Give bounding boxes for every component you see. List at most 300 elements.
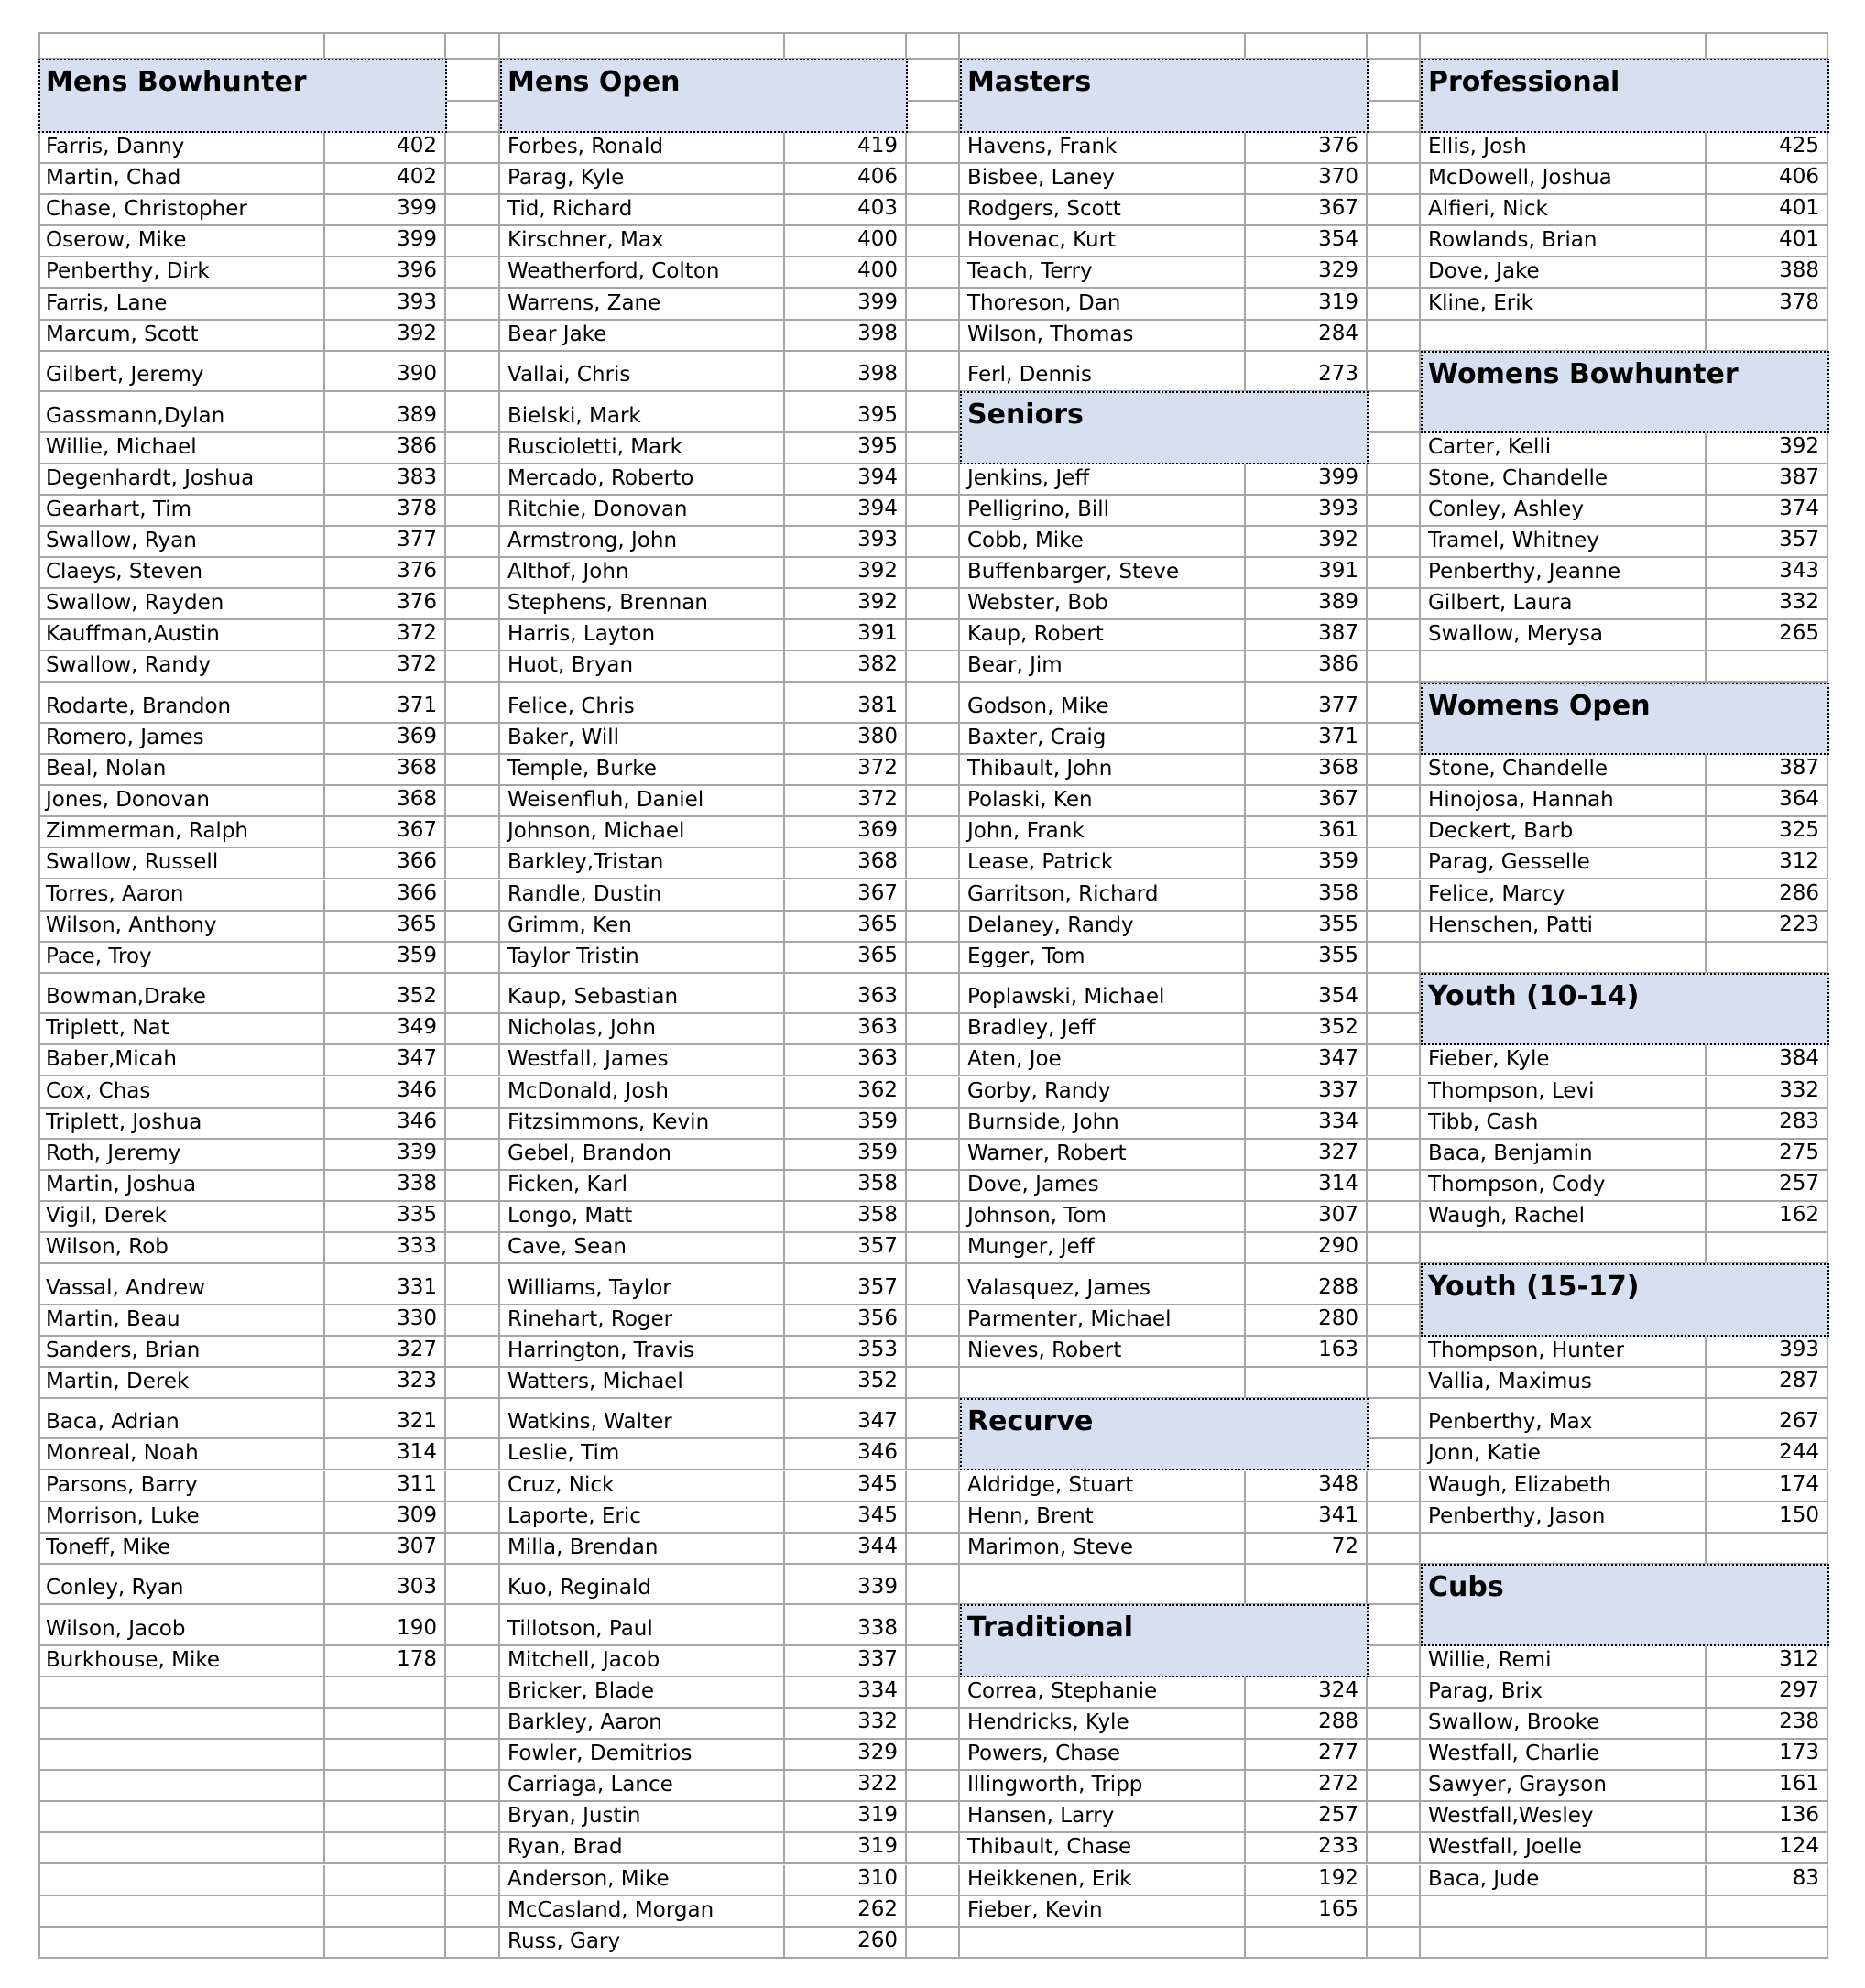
archer-score[interactable]: 419 [785,133,907,164]
spacer-cell[interactable] [446,1305,500,1337]
archer-name[interactable]: Triplett, Joshua [38,1109,325,1140]
spacer-cell[interactable] [446,1502,500,1534]
archer-name[interactable]: Barkley, Aaron [500,1709,785,1740]
archer-name[interactable]: Oserow, Mike [38,226,325,257]
archer-name[interactable]: Romero, James [38,724,325,755]
spacer-cell[interactable] [907,1368,960,1399]
archer-score[interactable]: 319 [785,1833,907,1864]
spacer-cell[interactable] [446,1439,500,1470]
archer-name[interactable]: Grimm, Ken [500,912,785,943]
archer-name[interactable]: Powers, Chase [960,1740,1246,1771]
archer-name[interactable]: Carriaga, Lance [500,1771,785,1802]
empty-cell[interactable] [1421,1534,1707,1565]
spacer-cell[interactable] [446,1865,500,1896]
archer-name[interactable]: Waugh, Rachel [1421,1202,1707,1233]
archer-score[interactable]: 174 [1707,1471,1828,1502]
blank-cell[interactable] [1246,32,1368,60]
spacer-cell[interactable] [446,1264,500,1305]
archer-name[interactable]: Vigil, Derek [38,1202,325,1233]
archer-name[interactable]: Mitchell, Jacob [500,1646,785,1677]
archer-name[interactable]: Fitzsimmons, Kevin [500,1109,785,1140]
archer-name[interactable]: Conley, Ryan [38,1565,325,1606]
archer-score[interactable]: 339 [785,1565,907,1606]
blank-cell[interactable] [38,32,325,60]
archer-score[interactable]: 347 [1246,1045,1368,1076]
blank-cell[interactable] [1421,32,1707,60]
archer-score[interactable]: 369 [325,724,446,755]
spacer-cell[interactable] [1368,164,1421,195]
archer-name[interactable]: Jonn, Katie [1421,1439,1707,1470]
archer-score[interactable]: 398 [785,321,907,352]
archer-score[interactable]: 392 [785,558,907,589]
spacer-cell[interactable] [907,464,960,496]
archer-name[interactable]: Burkhouse, Mike [38,1646,325,1677]
empty-cell[interactable] [1246,1368,1368,1399]
archer-score[interactable]: 347 [785,1399,907,1440]
spacer-cell[interactable] [907,1471,960,1502]
archer-score[interactable]: 265 [1707,620,1828,651]
archer-name[interactable]: Stone, Chandelle [1421,755,1707,786]
empty-cell[interactable] [38,1802,325,1833]
archer-score[interactable]: 393 [1707,1337,1828,1368]
empty-cell[interactable] [960,1565,1246,1606]
spacer-cell[interactable] [446,352,500,393]
archer-score[interactable]: 401 [1707,226,1828,257]
archer-name[interactable]: Johnson, Michael [500,817,785,848]
archer-name[interactable]: Harris, Layton [500,620,785,651]
archer-name[interactable]: Pace, Troy [38,943,325,974]
archer-score[interactable]: 192 [1246,1865,1368,1896]
archer-name[interactable]: Buffenbarger, Steve [960,558,1246,589]
archer-score[interactable]: 287 [1707,1368,1828,1399]
spacer-cell[interactable] [907,133,960,164]
spacer-cell[interactable] [446,195,500,226]
archer-score[interactable]: 346 [325,1109,446,1140]
archer-name[interactable]: Gearhart, Tim [38,496,325,527]
archer-score[interactable]: 297 [1707,1677,1828,1709]
archer-score[interactable]: 345 [785,1471,907,1502]
spacer-cell[interactable] [907,1605,960,1646]
spacer-cell[interactable] [907,1109,960,1140]
archer-name[interactable]: Williams, Taylor [500,1264,785,1305]
archer-score[interactable]: 333 [325,1233,446,1264]
archer-score[interactable]: 330 [325,1305,446,1337]
spacer-cell[interactable] [446,527,500,558]
archer-name[interactable]: Kuo, Reginald [500,1565,785,1606]
archer-score[interactable]: 257 [1707,1171,1828,1202]
spacer-cell[interactable] [446,1565,500,1606]
spacer-cell[interactable] [1368,1399,1421,1440]
spacer-cell[interactable] [1368,1077,1421,1109]
spacer-cell[interactable] [446,1171,500,1202]
archer-score[interactable]: 327 [325,1337,446,1368]
archer-score[interactable]: 343 [1707,558,1828,589]
archer-score[interactable]: 387 [1707,464,1828,496]
archer-name[interactable]: Taylor Tristin [500,943,785,974]
archer-score[interactable]: 372 [325,651,446,683]
archer-name[interactable]: Tibb, Cash [1421,1109,1707,1140]
spacer-cell[interactable] [1368,527,1421,558]
empty-cell[interactable] [1421,1928,1707,1959]
archer-score[interactable]: 359 [785,1140,907,1171]
archer-score[interactable]: 364 [1707,786,1828,817]
archer-score[interactable]: 395 [785,392,907,433]
archer-name[interactable]: Fieber, Kevin [960,1896,1246,1928]
archer-name[interactable]: Rowlands, Brian [1421,226,1707,257]
spacer-cell[interactable] [446,257,500,289]
archer-name[interactable]: Thibault, Chase [960,1833,1246,1864]
spacer-cell[interactable] [1368,848,1421,879]
archer-name[interactable]: Russ, Gary [500,1928,785,1959]
spacer-cell[interactable] [1368,289,1421,321]
spacer-cell[interactable] [1368,1802,1421,1833]
archer-name[interactable]: Nieves, Robert [960,1337,1246,1368]
spacer-cell[interactable] [1368,226,1421,257]
archer-name[interactable]: Baca, Benjamin [1421,1140,1707,1171]
archer-score[interactable]: 319 [1246,289,1368,321]
spacer-cell[interactable] [907,352,960,393]
spacer-cell[interactable] [907,1771,960,1802]
spacer-cell[interactable] [446,1471,500,1502]
spacer-cell[interactable] [446,1140,500,1171]
archer-score[interactable]: 390 [325,352,446,393]
spacer-cell[interactable] [907,943,960,974]
archer-name[interactable]: Ryan, Brad [500,1833,785,1864]
spacer-cell[interactable] [907,786,960,817]
archer-score[interactable]: 406 [785,164,907,195]
archer-score[interactable]: 396 [325,257,446,289]
spacer-cell[interactable] [1368,464,1421,496]
spacer-cell[interactable] [1368,1439,1421,1470]
spacer-cell[interactable] [907,848,960,879]
archer-score[interactable]: 332 [1707,589,1828,620]
archer-score[interactable]: 367 [785,880,907,912]
archer-name[interactable]: Thompson, Hunter [1421,1337,1707,1368]
spacer-cell[interactable] [907,683,960,725]
archer-score[interactable]: 391 [1246,558,1368,589]
spacer-cell[interactable] [907,1534,960,1565]
archer-name[interactable]: Martin, Chad [38,164,325,195]
archer-score[interactable]: 372 [325,620,446,651]
spacer-cell[interactable] [907,1677,960,1709]
archer-name[interactable]: Aldridge, Stuart [960,1471,1246,1502]
archer-name[interactable]: Ferl, Dennis [960,352,1246,393]
archer-name[interactable]: Poplawski, Michael [960,974,1246,1015]
archer-score[interactable]: 394 [785,464,907,496]
blank-cell[interactable] [446,32,500,60]
archer-name[interactable]: Bowman,Drake [38,974,325,1015]
archer-score[interactable]: 377 [325,527,446,558]
spacer-cell[interactable] [446,1077,500,1109]
spacer-cell[interactable] [1368,1896,1421,1928]
archer-name[interactable]: Parsons, Barry [38,1471,325,1502]
empty-cell[interactable] [38,1833,325,1864]
archer-score[interactable]: 392 [325,321,446,352]
archer-score[interactable]: 312 [1707,1646,1828,1677]
empty-cell[interactable] [325,1896,446,1928]
archer-name[interactable]: Valasquez, James [960,1264,1246,1305]
archer-score[interactable]: 332 [785,1709,907,1740]
archer-name[interactable]: Temple, Burke [500,755,785,786]
spacer-cell[interactable] [907,1399,960,1440]
archer-score[interactable]: 358 [785,1171,907,1202]
spacer-cell[interactable] [446,848,500,879]
empty-cell[interactable] [38,1740,325,1771]
archer-score[interactable]: 352 [785,1368,907,1399]
archer-name[interactable]: Cox, Chas [38,1077,325,1109]
archer-score[interactable]: 425 [1707,133,1828,164]
archer-name[interactable]: Penberthy, Dirk [38,257,325,289]
archer-name[interactable]: Kaup, Robert [960,620,1246,651]
spacer-cell[interactable] [1368,1368,1421,1399]
archer-score[interactable]: 377 [1246,683,1368,725]
archer-name[interactable]: Fieber, Kyle [1421,1045,1707,1076]
archer-score[interactable]: 399 [325,195,446,226]
blank-cell[interactable] [446,102,500,133]
spacer-cell[interactable] [907,755,960,786]
spacer-cell[interactable] [907,589,960,620]
archer-name[interactable]: Thibault, John [960,755,1246,786]
archer-name[interactable]: McDowell, Joshua [1421,164,1707,195]
spacer-cell[interactable] [446,1677,500,1709]
archer-score[interactable]: 353 [785,1337,907,1368]
archer-score[interactable]: 395 [785,433,907,464]
spacer-cell[interactable] [446,1045,500,1076]
spacer-cell[interactable] [907,1802,960,1833]
spacer-cell[interactable] [907,1305,960,1337]
archer-score[interactable]: 321 [325,1399,446,1440]
archer-score[interactable]: 323 [325,1368,446,1399]
spacer-cell[interactable] [907,1337,960,1368]
archer-score[interactable]: 363 [785,974,907,1015]
archer-score[interactable]: 346 [785,1439,907,1470]
archer-name[interactable]: Martin, Beau [38,1305,325,1337]
archer-score[interactable]: 358 [1246,880,1368,912]
archer-name[interactable]: Bricker, Blade [500,1677,785,1709]
archer-score[interactable]: 388 [1707,257,1828,289]
archer-name[interactable]: Teach, Terry [960,257,1246,289]
archer-score[interactable]: 355 [1246,912,1368,943]
empty-cell[interactable] [38,1896,325,1928]
archer-score[interactable]: 161 [1707,1771,1828,1802]
archer-name[interactable]: Wilson, Jacob [38,1605,325,1646]
archer-score[interactable]: 378 [325,496,446,527]
archer-name[interactable]: Claeys, Steven [38,558,325,589]
archer-name[interactable]: Bear Jake [500,321,785,352]
archer-name[interactable]: Swallow, Russell [38,848,325,879]
spacer-cell[interactable] [446,1896,500,1928]
spacer-cell[interactable] [1368,496,1421,527]
archer-name[interactable]: Monreal, Noah [38,1439,325,1470]
archer-name[interactable]: Morrison, Luke [38,1502,325,1534]
archer-score[interactable]: 223 [1707,912,1828,943]
spacer-cell[interactable] [907,1045,960,1076]
spacer-cell[interactable] [907,1502,960,1534]
spacer-cell[interactable] [446,1740,500,1771]
archer-name[interactable]: Stone, Chandelle [1421,464,1707,496]
spacer-cell[interactable] [907,1233,960,1264]
archer-score[interactable]: 284 [1246,321,1368,352]
archer-name[interactable]: Nicholas, John [500,1014,785,1045]
blank-cell[interactable] [325,32,446,60]
spacer-cell[interactable] [907,1896,960,1928]
archer-name[interactable]: Weisenfluh, Daniel [500,786,785,817]
empty-cell[interactable] [1246,1565,1368,1606]
spacer-cell[interactable] [446,1399,500,1440]
spacer-cell[interactable] [446,1771,500,1802]
empty-cell[interactable] [1421,1233,1707,1264]
archer-name[interactable]: Tid, Richard [500,195,785,226]
spacer-cell[interactable] [907,817,960,848]
archer-name[interactable]: Swallow, Randy [38,651,325,683]
spacer-cell[interactable] [1368,755,1421,786]
archer-score[interactable]: 392 [1707,433,1828,464]
spacer-cell[interactable] [446,433,500,464]
archer-score[interactable]: 399 [325,226,446,257]
archer-name[interactable]: Huot, Bryan [500,651,785,683]
archer-name[interactable]: Johnson, Tom [960,1202,1246,1233]
archer-score[interactable]: 367 [325,817,446,848]
archer-score[interactable]: 335 [325,1202,446,1233]
spacer-cell[interactable] [446,226,500,257]
archer-name[interactable]: Armstrong, John [500,527,785,558]
archer-score[interactable]: 367 [1246,195,1368,226]
archer-name[interactable]: Alfieri, Nick [1421,195,1707,226]
spacer-cell[interactable] [446,912,500,943]
archer-score[interactable]: 378 [1707,289,1828,321]
archer-score[interactable]: 260 [785,1928,907,1959]
archer-name[interactable]: Westfall, James [500,1045,785,1076]
archer-score[interactable]: 402 [325,164,446,195]
archer-score[interactable]: 365 [785,943,907,974]
spacer-cell[interactable] [907,620,960,651]
archer-name[interactable]: Watters, Michael [500,1368,785,1399]
archer-name[interactable]: Conley, Ashley [1421,496,1707,527]
blank-cell[interactable] [1707,32,1828,60]
archer-score[interactable]: 372 [785,755,907,786]
archer-score[interactable]: 359 [785,1109,907,1140]
archer-score[interactable]: 262 [785,1896,907,1928]
archer-score[interactable]: 367 [1246,786,1368,817]
spacer-cell[interactable] [446,1368,500,1399]
archer-score[interactable]: 327 [1246,1140,1368,1171]
spacer-cell[interactable] [446,1646,500,1677]
spacer-cell[interactable] [907,433,960,464]
archer-score[interactable]: 389 [325,392,446,433]
spacer-cell[interactable] [446,974,500,1015]
spacer-cell[interactable] [446,321,500,352]
blank-cell[interactable] [1368,32,1421,60]
archer-score[interactable]: 354 [1246,226,1368,257]
blank-cell[interactable] [907,60,960,102]
empty-cell[interactable] [325,1865,446,1896]
empty-cell[interactable] [1707,1896,1828,1928]
archer-score[interactable]: 341 [1246,1502,1368,1534]
archer-name[interactable]: Hinojosa, Hannah [1421,786,1707,817]
spacer-cell[interactable] [907,1740,960,1771]
archer-name[interactable]: Martin, Derek [38,1368,325,1399]
spacer-cell[interactable] [1368,1865,1421,1896]
archer-name[interactable]: Sanders, Brian [38,1337,325,1368]
archer-name[interactable]: Torres, Aaron [38,880,325,912]
archer-score[interactable]: 374 [1707,496,1828,527]
archer-name[interactable]: Henn, Brent [960,1502,1246,1534]
spacer-cell[interactable] [907,226,960,257]
archer-name[interactable]: Felice, Chris [500,683,785,725]
archer-score[interactable]: 283 [1707,1109,1828,1140]
archer-name[interactable]: Kirschner, Max [500,226,785,257]
spacer-cell[interactable] [1368,1264,1421,1305]
archer-name[interactable]: McDonald, Josh [500,1077,785,1109]
archer-name[interactable]: Westfall, Charlie [1421,1740,1707,1771]
spacer-cell[interactable] [446,880,500,912]
archer-score[interactable]: 355 [1246,943,1368,974]
spacer-cell[interactable] [907,1709,960,1740]
archer-score[interactable]: 372 [785,786,907,817]
archer-name[interactable]: Kline, Erik [1421,289,1707,321]
archer-score[interactable]: 399 [785,289,907,321]
archer-name[interactable]: Randle, Dustin [500,880,785,912]
archer-name[interactable]: Westfall, Joelle [1421,1833,1707,1864]
archer-name[interactable]: Penberthy, Jason [1421,1502,1707,1534]
archer-score[interactable]: 352 [325,974,446,1015]
archer-score[interactable]: 393 [325,289,446,321]
empty-cell[interactable] [325,1833,446,1864]
archer-name[interactable]: Ritchie, Donovan [500,496,785,527]
archer-score[interactable]: 406 [1707,164,1828,195]
archer-score[interactable]: 403 [785,195,907,226]
archer-score[interactable]: 290 [1246,1233,1368,1264]
spacer-cell[interactable] [446,817,500,848]
spacer-cell[interactable] [907,1077,960,1109]
empty-cell[interactable] [960,1928,1246,1959]
spacer-cell[interactable] [1368,1305,1421,1337]
archer-score[interactable]: 366 [325,880,446,912]
archer-score[interactable]: 359 [325,943,446,974]
archer-name[interactable]: Farris, Lane [38,289,325,321]
spacer-cell[interactable] [1368,1471,1421,1502]
archer-score[interactable]: 346 [325,1077,446,1109]
archer-name[interactable]: Watkins, Walter [500,1399,785,1440]
archer-name[interactable]: Baker, Will [500,724,785,755]
spacer-cell[interactable] [446,755,500,786]
archer-name[interactable]: Martin, Joshua [38,1171,325,1202]
archer-name[interactable]: Mercado, Roberto [500,464,785,496]
archer-name[interactable]: Weatherford, Colton [500,257,785,289]
archer-score[interactable]: 387 [1707,755,1828,786]
archer-score[interactable]: 162 [1707,1202,1828,1233]
archer-name[interactable]: Warner, Robert [960,1140,1246,1171]
archer-score[interactable]: 314 [1246,1171,1368,1202]
archer-score[interactable]: 324 [1246,1677,1368,1709]
archer-name[interactable]: Westfall,Wesley [1421,1802,1707,1833]
archer-name[interactable]: Cruz, Nick [500,1471,785,1502]
archer-name[interactable]: Gorby, Randy [960,1077,1246,1109]
spacer-cell[interactable] [1368,589,1421,620]
archer-score[interactable]: 386 [325,433,446,464]
archer-score[interactable]: 365 [325,912,446,943]
spacer-cell[interactable] [446,683,500,725]
archer-score[interactable]: 345 [785,1502,907,1534]
empty-cell[interactable] [38,1865,325,1896]
archer-score[interactable]: 368 [325,755,446,786]
archer-name[interactable]: Baber,Micah [38,1045,325,1076]
archer-score[interactable]: 362 [785,1077,907,1109]
archer-name[interactable]: Gassmann,Dylan [38,392,325,433]
spacer-cell[interactable] [907,1014,960,1045]
spacer-cell[interactable] [907,651,960,683]
blank-cell[interactable] [1368,102,1421,133]
